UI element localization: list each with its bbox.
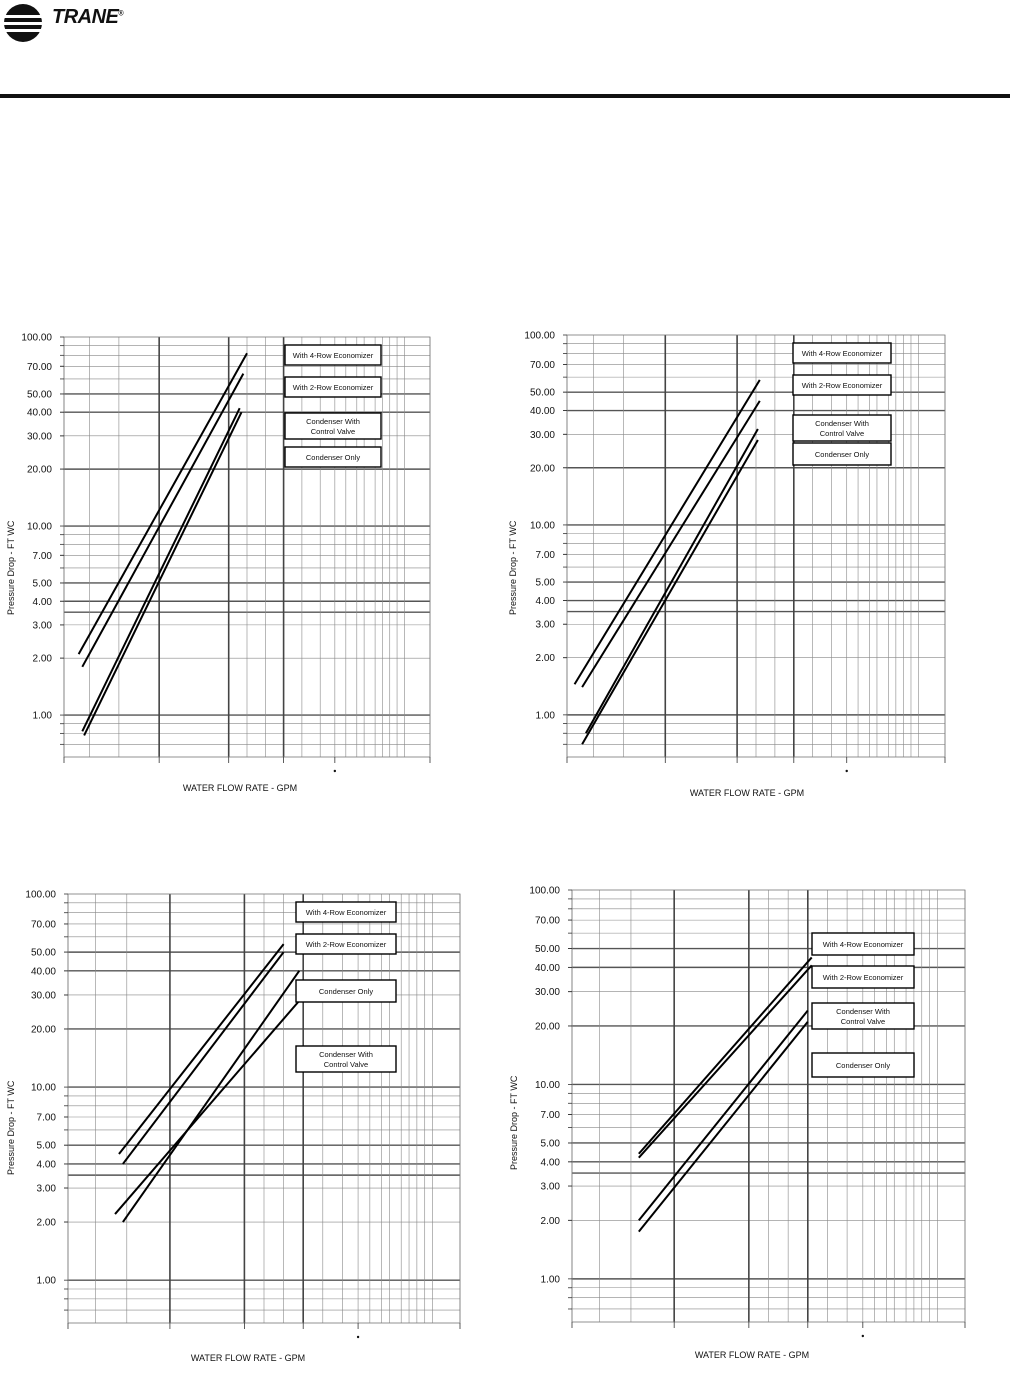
legend-label: Condenser With Control Valve [306,417,360,436]
chart-3 [0,880,500,1360]
legend-box [812,966,914,988]
y-axis-title: Pressure Drop - FT WC [509,1075,519,1170]
y-tick-label: 30.00 [534,987,560,999]
axis-dot [846,770,848,772]
series-line-2 [82,374,243,667]
y-tick-label: 7.00 [36,1112,56,1124]
series-line-4 [84,412,241,735]
legend-label: Condenser Only [305,453,361,462]
y-axis-title: Pressure Drop - FT WC [6,1080,16,1175]
y-tick-label: 100.00 [529,885,560,897]
y-tick-label: 30.00 [529,429,555,441]
y-tick-label: 100.00 [21,332,52,344]
legend-label: With 4-Row Economizer [822,940,904,949]
legend-box [793,443,891,465]
legend-label: Condenser With Control Valve [836,1007,890,1026]
legend-box [812,1053,914,1077]
grid [567,335,945,757]
chart-panel-3 [0,880,500,1380]
y-tick-label: 30.00 [26,431,52,443]
y-tick-label: 1.00 [540,1274,560,1286]
legend-box [296,980,396,1002]
y-tick-label: 7.00 [540,1110,560,1122]
legend-box [812,933,914,955]
legend-box [285,345,381,365]
x-axis-title: WATER FLOW RATE - GPM [694,1350,810,1360]
series-line-2 [123,952,284,1164]
y-tick-label: 7.00 [535,549,555,561]
legend-box [793,375,891,395]
y-tick-label: 2.00 [36,1217,56,1229]
y-tick-label: 70.00 [534,915,560,927]
trane-logo [2,2,142,44]
y-tick-label: 40.00 [529,406,555,418]
axis-dot [862,1335,864,1337]
y-tick-label: 20.00 [26,464,52,476]
legend-label: Condenser With Control Valve [319,1050,373,1069]
legend-label: Condenser With Control Valve [815,419,869,438]
legend-label: With 4-Row Economizer [292,351,374,360]
y-tick-label: 5.00 [535,577,555,589]
series-line-4 [639,1022,808,1232]
chart-1 [0,325,500,805]
axis-dot [334,770,336,772]
legend-label: Condenser Only [835,1061,891,1070]
y-tick-label: 3.00 [535,619,555,631]
legend-label: With 4-Row Economizer [801,349,883,358]
series-line-2 [582,401,760,687]
y-axis-title: Pressure Drop - FT WC [508,520,518,615]
brand-name: TRANE® [52,6,124,28]
y-tick-label: 3.00 [540,1181,560,1193]
series-line-3 [639,1011,808,1221]
series-line-3 [123,971,299,1222]
y-tick-label: 5.00 [36,1140,56,1152]
grid [68,894,460,1323]
legend-label: With 2-Row Economizer [292,383,374,392]
y-tick-label: 70.00 [30,919,56,931]
legend-label: With 4-Row Economizer [305,908,387,917]
y-tick-label: 10.00 [30,1082,56,1094]
chart-panel-4 [505,875,1005,1375]
legend-label: With 2-Row Economizer [801,381,883,390]
y-tick-label: 20.00 [529,463,555,475]
legend-label: Condenser Only [814,450,870,459]
grid [64,337,430,757]
y-tick-label: 10.00 [529,520,555,532]
y-tick-label: 50.00 [529,387,555,399]
y-tick-label: 40.00 [534,962,560,974]
y-tick-label: 40.00 [26,407,52,419]
x-axis-title: WATER FLOW RATE - GPM [182,783,298,793]
legend-label: Condenser Only [318,987,374,996]
legend-box [285,413,381,439]
y-tick-label: 30.00 [30,990,56,1002]
series-line-2 [639,965,812,1157]
y-tick-label: 1.00 [32,710,52,722]
legend-box [793,415,891,441]
legend-box [285,377,381,397]
legend-box [296,1046,396,1072]
y-tick-label: 2.00 [540,1215,560,1227]
y-tick-label: 10.00 [26,521,52,533]
y-tick-label: 4.00 [32,596,52,608]
legend-box [285,447,381,467]
y-tick-label: 70.00 [529,359,555,371]
logo-circle-icon [2,2,46,44]
series-line-3 [82,408,239,731]
y-tick-label: 3.00 [32,620,52,632]
chart-panel-1 [0,325,500,825]
y-tick-label: 20.00 [534,1021,560,1033]
x-axis-title: WATER FLOW RATE - GPM [190,1353,306,1363]
y-tick-label: 3.00 [36,1183,56,1195]
y-tick-label: 2.00 [32,653,52,665]
series-line-4 [582,440,758,744]
legend-box [296,934,396,954]
axis-dot [357,1336,359,1338]
y-tick-label: 10.00 [534,1079,560,1091]
y-tick-label: 4.00 [36,1159,56,1171]
x-axis-title: WATER FLOW RATE - GPM [689,788,805,798]
y-tick-label: 50.00 [26,389,52,401]
legend-box [793,343,891,363]
y-tick-label: 2.00 [535,653,555,665]
y-tick-label: 7.00 [32,550,52,562]
y-tick-label: 70.00 [26,361,52,373]
y-tick-label: 1.00 [36,1275,56,1287]
y-tick-label: 5.00 [540,1138,560,1150]
chart-4 [505,875,1005,1355]
chart-panel-2 [505,325,1005,825]
series-line-1 [575,380,760,684]
y-tick-label: 5.00 [32,578,52,590]
chart-2 [505,325,1005,805]
legend-label: With 2-Row Economizer [305,940,387,949]
y-tick-label: 50.00 [534,944,560,956]
y-tick-label: 1.00 [535,710,555,722]
y-tick-label: 20.00 [30,1024,56,1036]
legend-box [812,1003,914,1029]
y-tick-label: 40.00 [30,966,56,978]
y-tick-label: 50.00 [30,947,56,959]
series-line-4 [115,1001,299,1214]
y-tick-label: 100.00 [524,330,555,342]
legend-label: With 2-Row Economizer [822,973,904,982]
y-tick-label: 4.00 [535,596,555,608]
series-line-1 [119,944,284,1154]
series-line-3 [586,429,758,733]
y-tick-label: 100.00 [25,889,56,901]
series-line-1 [79,353,247,654]
y-tick-label: 4.00 [540,1157,560,1169]
y-axis-title: Pressure Drop - FT WC [6,520,16,615]
header-rule [0,94,1010,98]
legend-box [296,902,396,922]
